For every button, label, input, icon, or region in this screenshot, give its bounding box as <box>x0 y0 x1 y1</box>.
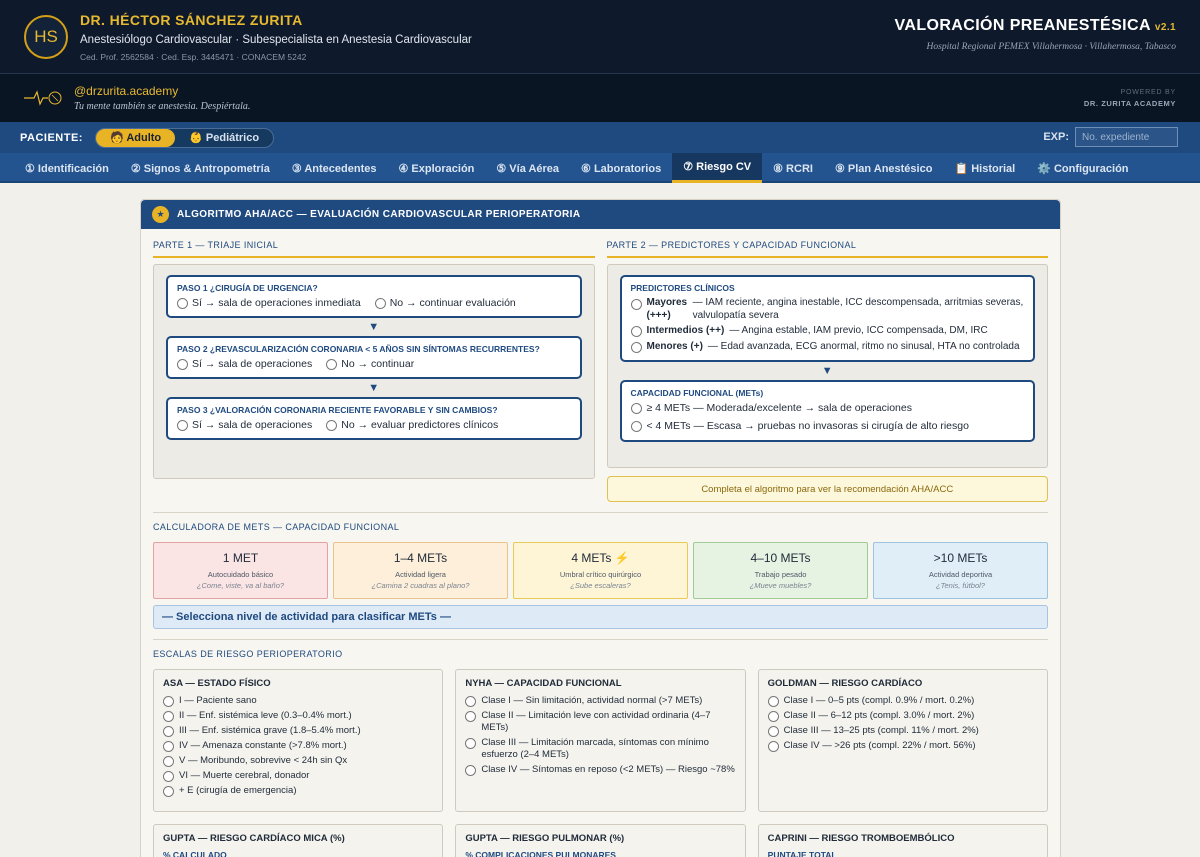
nyha-option-label: Clase II — Limitación leve con actividad ordinaria (4–7 METs) <box>481 710 711 733</box>
predictor-intermediate-label: Intermedios (++) <box>646 325 725 336</box>
goldman-option[interactable] <box>768 695 1038 707</box>
app-version: v2.1 <box>1154 22 1176 33</box>
radio-icon[interactable] <box>768 741 779 752</box>
capacity-high-label: ≥ 4 METs — Moderada/excelente → sala de operaciones <box>646 402 912 414</box>
asa-option[interactable] <box>163 770 433 782</box>
met-desc: Actividad ligera <box>395 570 446 579</box>
star-icon: ★ <box>152 206 169 223</box>
pediatric-toggle-button[interactable]: 👶 Pediátrico <box>189 132 260 144</box>
nyha-title: NYHA — CAPACIDAD FUNCIONAL <box>465 678 622 689</box>
tab-rcri[interactable]: ⑧ RCRI <box>773 162 813 175</box>
tab-plan-anestesico[interactable]: ⑨ Plan Anestésico <box>834 162 933 175</box>
met-value: 1–4 METs <box>393 551 448 565</box>
radio-icon[interactable] <box>163 771 174 782</box>
asa-option-label: V — Moribundo, sobrevive < 24h sin Qx <box>179 755 348 766</box>
powered-by <box>1084 89 1176 108</box>
tab-exploracion[interactable]: ④ Exploración <box>398 162 475 175</box>
radio-icon[interactable] <box>163 711 174 722</box>
met-example: ¿Tenis, fútbol? <box>936 581 985 590</box>
part1-column <box>153 240 595 502</box>
nyha-option[interactable] <box>465 695 735 707</box>
radio-icon[interactable] <box>163 756 174 767</box>
radio-icon[interactable] <box>326 359 337 370</box>
met-option-1[interactable] <box>153 542 328 599</box>
radio-icon[interactable] <box>177 298 188 309</box>
mets-calculator <box>141 542 1060 599</box>
goldman-option-label: Clase II — 6–12 pts (compl. 3.0% / mort. 2%) <box>783 710 975 721</box>
asa-option[interactable] <box>163 725 433 737</box>
tab-configuracion[interactable]: ⚙️ Configuración <box>1037 162 1129 175</box>
step2-card <box>166 336 582 379</box>
main-tabs <box>0 153 1200 183</box>
asa-emergency-option[interactable] <box>163 785 433 797</box>
nyha-option-label: Clase I — Sin limitación, actividad normal (>7 METs) <box>481 695 703 706</box>
predictors-card <box>620 275 1036 362</box>
gupta-pulmonary-title: GUPTA — RIESGO PULMONAR (%) <box>465 833 625 844</box>
radio-icon[interactable] <box>465 711 476 722</box>
step1-no-option[interactable] <box>375 297 516 309</box>
met-example: ¿Sube escaleras? <box>570 581 631 590</box>
step1-card <box>166 275 582 318</box>
caprini-title: CAPRINI — RIESGO TROMBOEMBÓLICO <box>767 833 955 844</box>
step3-yes-option[interactable] <box>177 419 312 431</box>
patient-label: PACIENTE: <box>20 131 83 144</box>
met-value: >10 METs <box>933 551 988 565</box>
powered-label: POWERED BY <box>1120 89 1176 96</box>
step3-no-option[interactable] <box>326 419 498 431</box>
asa-option[interactable] <box>163 695 433 707</box>
risk-scales-grid <box>141 669 1060 857</box>
radio-icon[interactable] <box>465 738 476 749</box>
algorithm-columns <box>141 229 1060 502</box>
radio-icon[interactable] <box>768 726 779 737</box>
radio-icon[interactable] <box>768 711 779 722</box>
met-option-5[interactable] <box>873 542 1048 599</box>
radio-icon[interactable] <box>163 741 174 752</box>
asa-option-label: + E (cirugía de emergencia) <box>179 785 297 796</box>
mets-result-banner: — Selecciona nivel de actividad para clasificar METs — <box>153 605 1048 629</box>
heartbeat-logo-icon <box>24 88 64 108</box>
predictor-major-label: Mayores (+++) <box>646 297 688 321</box>
step1-yes-option[interactable] <box>177 297 361 309</box>
step1-no-label: No → continuar evaluación <box>389 297 516 309</box>
tab-antecedentes[interactable]: ③ Antecedentes <box>291 162 377 175</box>
patient-bar <box>0 122 1200 153</box>
hospital-name: Hospital Regional PEMEX Villahermosa · Villahermosa, Tabasco <box>926 42 1176 52</box>
gupta-pulmonary-subtitle: % COMPLICACIONES PULMONARES <box>465 850 616 857</box>
radio-icon[interactable] <box>177 420 188 431</box>
adult-toggle-button[interactable]: 🧑 Adulto <box>96 129 175 147</box>
tab-historial[interactable]: 📋 Historial <box>954 162 1016 175</box>
predictor-minor-label: Menores (+) <box>646 340 703 352</box>
asa-option-label: IV — Amenaza constante (>7.8% mort.) <box>179 740 347 751</box>
mets-title: CALCULADORA DE METS — CAPACIDAD FUNCIONAL <box>153 522 400 532</box>
asa-option-label: II — Enf. sistémica leve (0.3–0.4% mort.) <box>179 710 352 721</box>
predictor-intermediate-option[interactable] <box>631 325 1025 338</box>
met-example: ¿Mueve muebles? <box>749 581 812 590</box>
goldman-option[interactable] <box>768 740 1038 752</box>
gupta-mica-subtitle: % CALCULADO <box>163 850 227 857</box>
goldman-scale <box>758 669 1048 812</box>
powered-name: DR. ZURITA ACADEMY <box>1083 99 1176 108</box>
nyha-option[interactable] <box>465 710 735 734</box>
expediente-input[interactable] <box>1075 127 1178 147</box>
met-desc: Trabajo pesado <box>754 570 807 579</box>
gupta-mica-title: GUPTA — RIESGO CARDÍACO MICA (%) <box>163 833 345 844</box>
radio-icon[interactable] <box>465 696 476 707</box>
met-option-4[interactable] <box>693 542 868 599</box>
predictors-box <box>607 264 1049 468</box>
met-value: 4–10 METs <box>750 551 811 565</box>
radio-icon[interactable] <box>631 326 642 337</box>
predictor-major-option[interactable] <box>631 297 1025 322</box>
asa-option[interactable] <box>163 710 433 722</box>
met-desc: Umbral crítico quirúrgico <box>559 570 642 579</box>
predictor-minor-desc: — Edad avanzada, ECG anormal, ritmo no sinusal, HTA no controlada <box>707 340 1020 352</box>
step3-no-label: No → evaluar predictores clínicos <box>341 419 499 431</box>
gupta-mica-scale <box>153 824 443 857</box>
goldman-option[interactable] <box>768 710 1038 722</box>
nyha-option-label: Clase IV — Síntomas en reposo (<2 METs) — Riesgo ~78% <box>481 763 735 775</box>
arrow-down-icon: ▼ <box>821 365 833 377</box>
goldman-option-label: Clase III — 13–25 pts (compl. 11% / mort. 2%) <box>783 725 979 736</box>
tab-laboratorios[interactable]: ⑥ Laboratorios <box>581 162 662 175</box>
tab-signos[interactable]: ② Signos & Antropometría <box>130 162 270 175</box>
step2-no-label: No → continuar <box>341 358 415 370</box>
asa-scale <box>153 669 443 812</box>
brand-tagline: Tu mente también se anestesia. Despiértala. <box>74 101 251 112</box>
triage-box <box>153 264 595 479</box>
predictor-intermediate-desc: — Angina estable, IAM previo, ICC compensada, DM, IRC <box>729 325 988 336</box>
capacity-low-option[interactable] <box>631 420 1025 433</box>
nyha-scale <box>455 669 745 812</box>
arrow-down-icon: ▼ <box>368 321 380 333</box>
tab-via-aerea[interactable]: ⑤ Vía Aérea <box>496 162 560 175</box>
step2-question: PASO 2 ¿REVASCULARIZACIÓN CORONARIA < 5 AÑOS SIN SÍNTOMAS RECURRENTES? <box>177 344 540 354</box>
radio-icon[interactable] <box>177 359 188 370</box>
step3-question: PASO 3 ¿VALORACIÓN CORONARIA RECIENTE FAVORABLE Y SIN CAMBIOS? <box>177 405 498 415</box>
radio-icon[interactable] <box>631 421 642 432</box>
tab-riesgo-cv[interactable]: ⑦ Riesgo CV <box>672 153 762 183</box>
gupta-pulmonary-scale <box>455 824 745 857</box>
predictor-major-desc: — IAM reciente, angina inestable, ICC descompensada, arritmias severas, valvulopatía severa <box>692 297 1024 321</box>
step2-yes-option[interactable] <box>177 358 312 370</box>
exp-label: EXP: <box>1043 131 1069 143</box>
asa-title: ASA — ESTADO FÍSICO <box>163 678 271 689</box>
checkbox-icon[interactable] <box>163 786 174 797</box>
asa-option-label: III — Enf. sistémica grave (1.8–5.4% mort.) <box>179 725 361 736</box>
doctor-specialty: Anestesiólogo Cardiovascular · Subespecialista en Anestesia Cardiovascular <box>80 33 472 46</box>
algorithm-card-header <box>141 200 1060 229</box>
radio-icon[interactable] <box>375 298 386 309</box>
step1-question: PASO 1 ¿CIRUGÍA DE URGENCIA? <box>177 283 318 293</box>
capacity-low-label: < 4 METs — Escasa → pruebas no invasoras si cirugía de alto riesgo <box>646 420 969 433</box>
main-content <box>140 199 1061 857</box>
asa-option-label: VI — Muerte cerebral, donador <box>179 770 310 781</box>
asa-option[interactable] <box>163 740 433 752</box>
part2-column <box>607 240 1049 502</box>
doctor-name: DR. HÉCTOR SÁNCHEZ ZURITA <box>80 11 303 28</box>
nyha-option[interactable] <box>465 764 735 776</box>
algorithm-card <box>140 199 1061 857</box>
radio-icon[interactable] <box>631 299 642 310</box>
nyha-option-label: Clase III — Limitación marcada, síntomas con mínimo esfuerzo (2–4 METs) <box>481 736 709 760</box>
goldman-option[interactable] <box>768 725 1038 737</box>
met-desc: Autocuidado básico <box>207 570 274 579</box>
app-title-block <box>894 17 1176 52</box>
step2-no-option[interactable] <box>326 358 414 370</box>
met-option-2[interactable] <box>333 542 508 599</box>
tab-identificacion[interactable]: ① Identificación <box>25 162 109 175</box>
capacity-title: CAPACIDAD FUNCIONAL (METs) <box>630 388 764 398</box>
goldman-title: GOLDMAN — RIESGO CARDÍACO <box>767 678 923 689</box>
radio-icon[interactable] <box>163 696 174 707</box>
step1-yes-label: Sí → sala de operaciones inmediata <box>192 297 361 309</box>
arrow-down-icon: ▼ <box>368 382 380 394</box>
asa-option[interactable] <box>163 755 433 767</box>
patient-type-toggle <box>95 128 274 148</box>
radio-icon[interactable] <box>326 420 337 431</box>
brand-strip <box>0 74 1200 122</box>
part2-title: PARTE 2 — PREDICTORES Y CAPACIDAD FUNCIONAL <box>607 240 1049 258</box>
doctor-logo: HS <box>24 15 68 59</box>
met-value: 1 MET <box>222 551 259 565</box>
step2-yes-label: Sí → sala de operaciones <box>192 358 313 370</box>
step3-card <box>166 397 582 440</box>
capacity-card <box>620 380 1036 442</box>
expediente-group <box>1043 127 1178 147</box>
met-example: ¿Camina 2 cuadras al plano? <box>371 581 470 590</box>
radio-icon[interactable] <box>631 403 642 414</box>
predictors-title: PREDICTORES CLÍNICOS <box>630 283 735 293</box>
radio-icon[interactable] <box>768 696 779 707</box>
caprini-scale <box>758 824 1048 857</box>
goldman-option-label: Clase IV — >26 pts (compl. 22% / mort. 56%) <box>783 740 976 751</box>
met-option-3[interactable] <box>513 542 688 599</box>
part1-title: PARTE 1 — TRIAJE INICIAL <box>153 240 595 258</box>
capacity-high-option[interactable] <box>631 402 1025 415</box>
radio-icon[interactable] <box>631 342 642 353</box>
app-header <box>0 0 1200 74</box>
predictor-minor-option[interactable] <box>631 341 1025 354</box>
nyha-option[interactable] <box>465 737 735 761</box>
asa-option-label: I — Paciente sano <box>179 695 257 706</box>
radio-icon[interactable] <box>163 726 174 737</box>
caprini-subtitle: PUNTAJE TOTAL <box>767 850 837 857</box>
radio-icon[interactable] <box>465 765 476 776</box>
met-desc: Actividad deportiva <box>928 570 993 579</box>
social-handle[interactable]: @drzurita.academy <box>74 84 179 98</box>
doctor-credentials: Ced. Prof. 2562584 · Ced. Esp. 3445471 · CONACEM 5242 <box>80 51 307 62</box>
step3-yes-label: Sí → sala de operaciones <box>192 419 313 431</box>
met-value: 4 METs ⚡ <box>571 551 630 565</box>
met-example: ¿Come, viste, va al baño? <box>196 581 285 590</box>
scales-title: ESCALAS DE RIESGO PERIOPERATORIO <box>153 649 343 659</box>
goldman-option-label: Clase I — 0–5 pts (compl. 0.9% / mort. 0.2%) <box>783 695 975 706</box>
aha-recommendation-hint: Completa el algoritmo para ver la recomendación AHA/ACC <box>607 476 1049 502</box>
app-title: VALORACIÓN PREANESTÉSICA <box>894 17 1151 34</box>
algorithm-title: ALGORITMO AHA/ACC — EVALUACIÓN CARDIOVASCULAR PERIOPERATORIA <box>177 209 581 220</box>
